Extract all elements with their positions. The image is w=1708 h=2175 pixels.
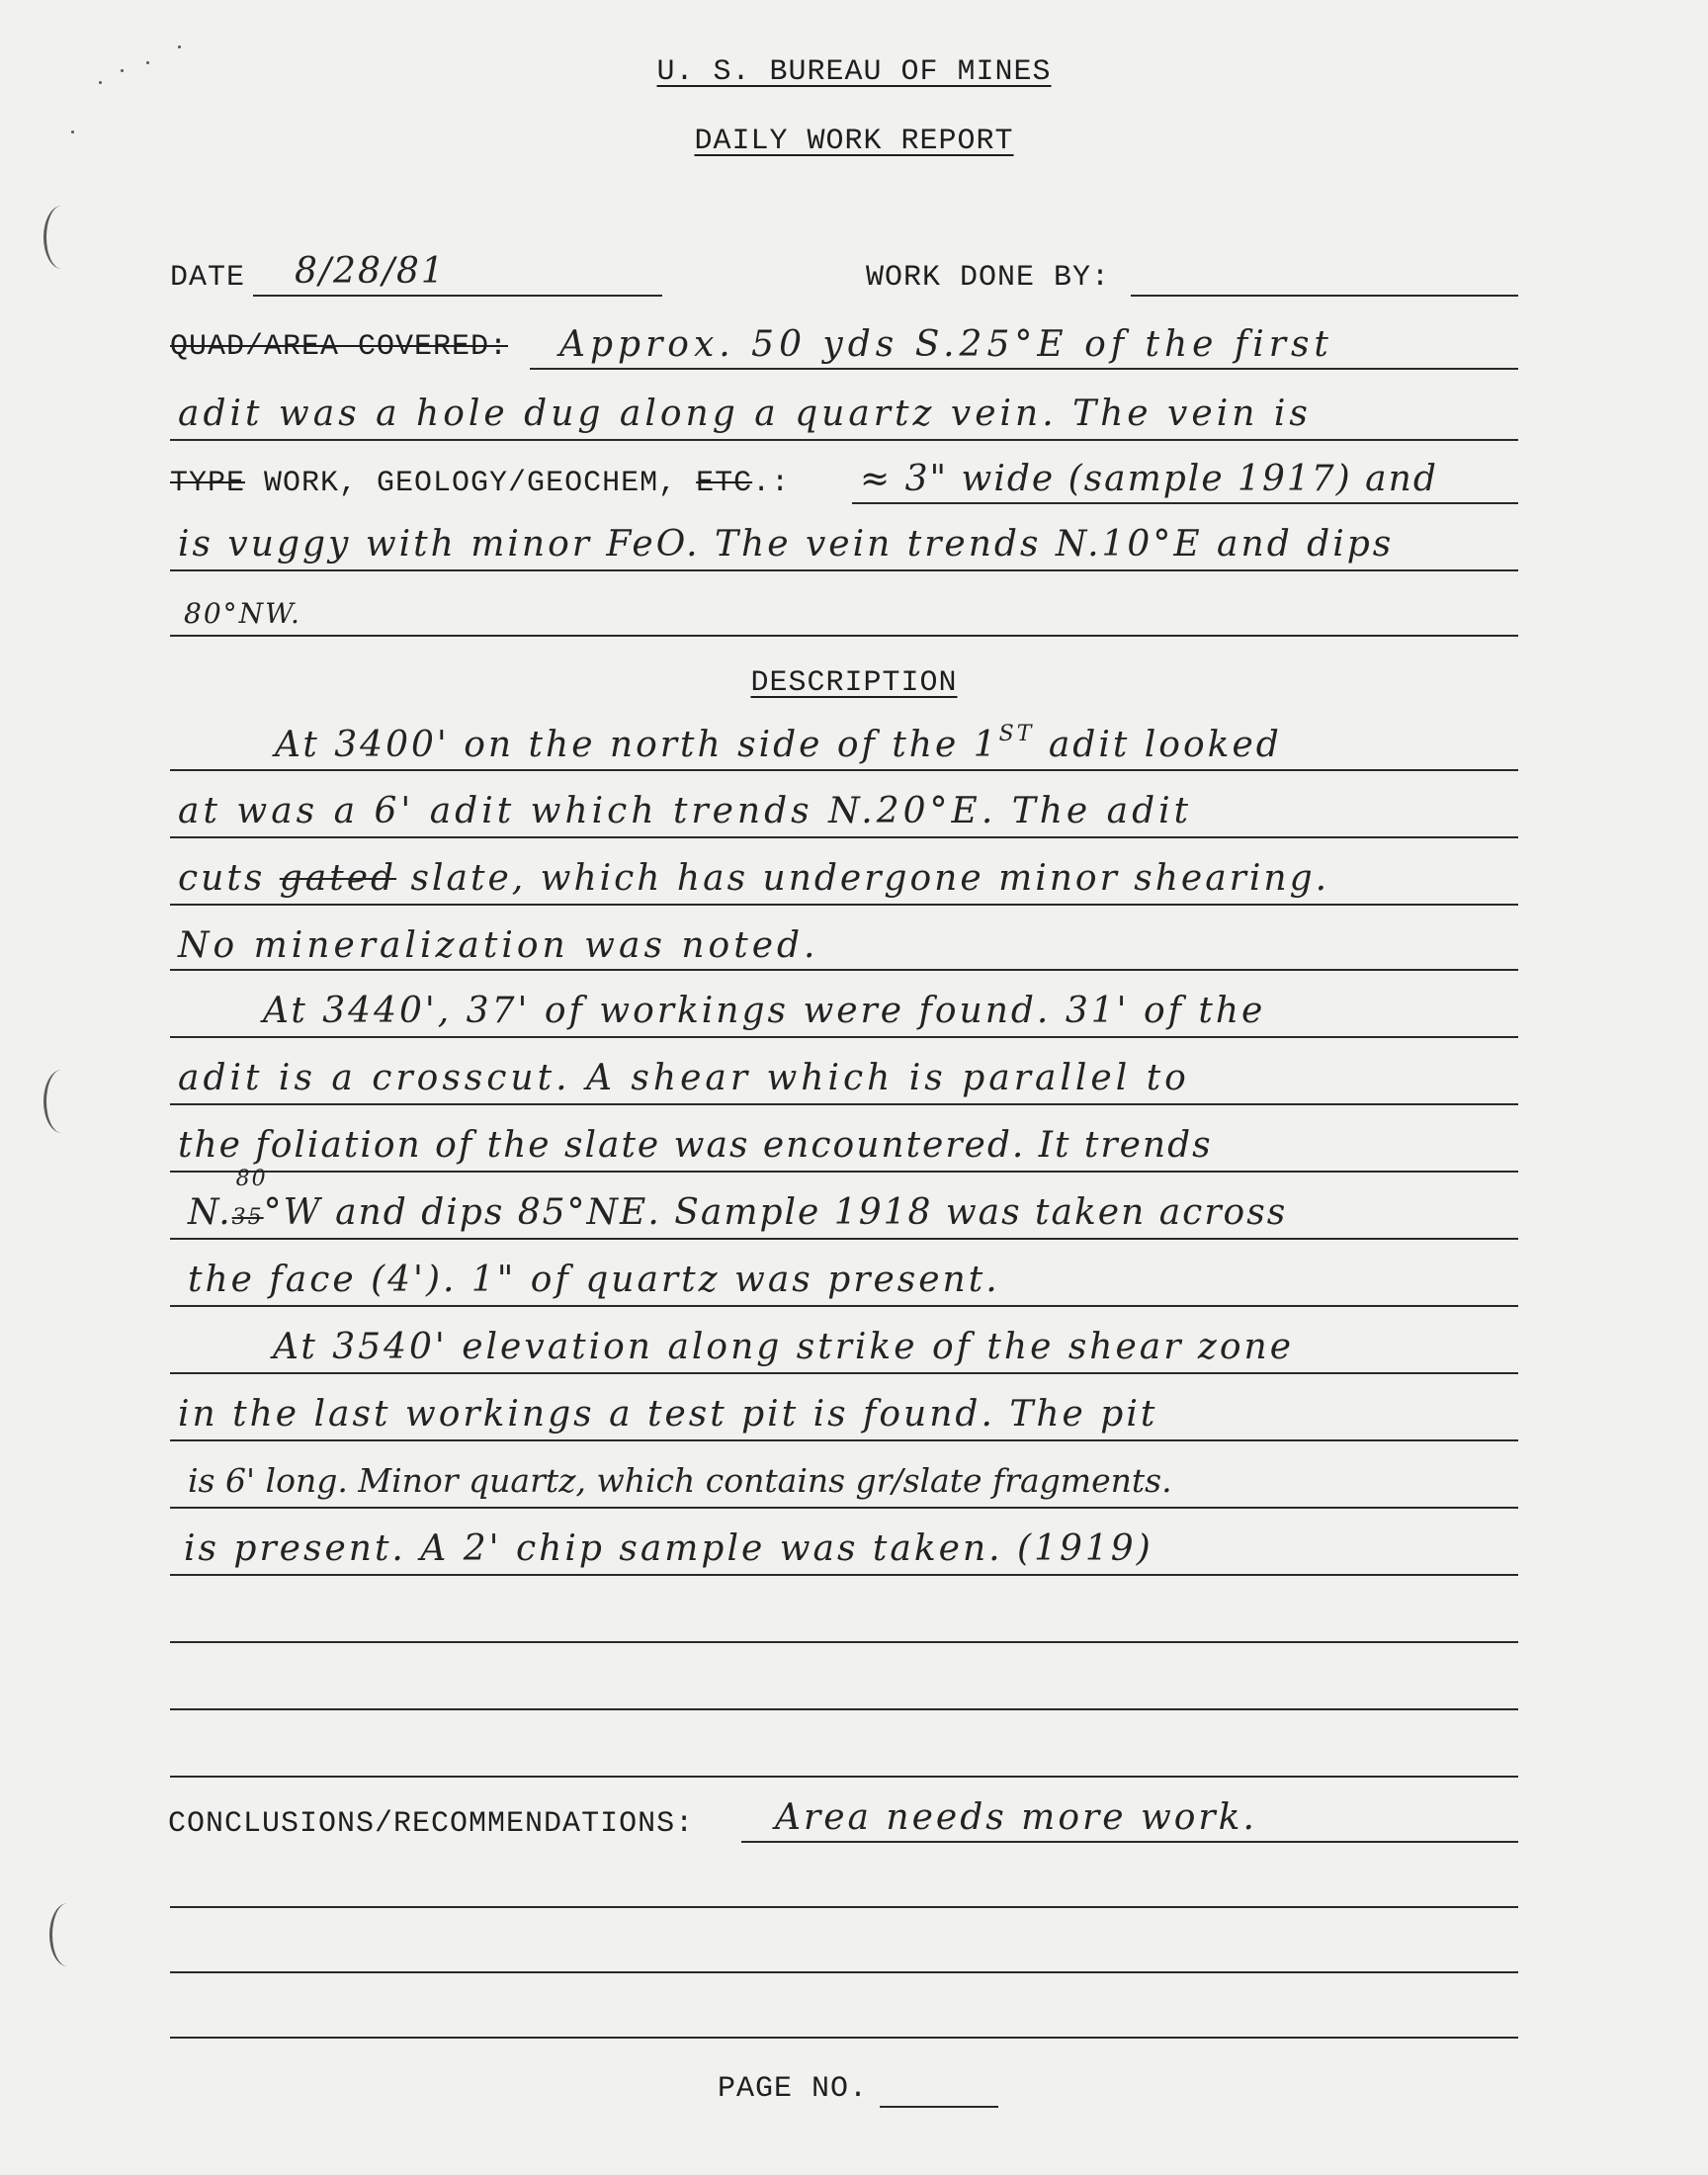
- desc-text-line-3-b: slate, which has undergone minor shearing.: [396, 858, 1330, 899]
- date-label: DATE: [170, 261, 246, 295]
- type-label-end: .:: [752, 467, 791, 500]
- punch-hole-bottom: [49, 1903, 86, 1966]
- desc-line-14: [170, 1641, 1518, 1643]
- quad-text-line-2: adit was a hole dug along a quartz vein. The vein is: [178, 393, 1312, 434]
- conclusions-line-3: [170, 1971, 1518, 1973]
- punch-hole-top: [43, 206, 80, 269]
- desc-line-8: [170, 1238, 1518, 1240]
- page-no-label: PAGE NO.: [718, 2072, 869, 2106]
- quad-area-label: QUAD/AREA COVERED:: [170, 330, 509, 364]
- desc-text-line-13: is present. A 2' chip sample was taken. (1919): [184, 1528, 1153, 1569]
- work-done-by-label: WORK DONE BY:: [866, 261, 1111, 295]
- desc-text-line-7: the foliation of the slate was encountered. It trends: [178, 1125, 1213, 1166]
- punch-hole-middle: [43, 1070, 80, 1133]
- desc-text-line-5: At 3440', 37' of workings were found. 31' of the: [263, 991, 1266, 1031]
- desc-text-line-9: the face (4'). 1" of quartz was present.: [188, 1260, 1000, 1300]
- struck-word: gated: [279, 858, 397, 899]
- quad-text-line-5: 80°NW.: [184, 597, 301, 630]
- desc-line-12: [170, 1507, 1518, 1509]
- desc-line-15: [170, 1708, 1518, 1710]
- quad-line-1: [530, 368, 1518, 370]
- quad-line-5: [170, 635, 1518, 637]
- desc-text-line-10: At 3540' elevation along strike of the shear zone: [273, 1327, 1295, 1367]
- desc-text-line-12: is 6' long. Minor quartz, which contains gr/slate fragments.: [188, 1461, 1172, 1500]
- desc-text-line-8-b: °W and dips 85°NE. Sample 1918 was taken across: [263, 1192, 1288, 1233]
- date-value[interactable]: 8/28/81: [295, 251, 446, 292]
- type-work-label: [170, 467, 790, 500]
- desc-text-line-2: at was a 6' adit which trends N.20°E. The adit: [178, 791, 1193, 831]
- page-no-line: [880, 2106, 998, 2108]
- desc-line-16: [170, 1776, 1518, 1778]
- conclusions-value[interactable]: Area needs more work.: [775, 1797, 1257, 1838]
- desc-text-line-3-a: cuts: [178, 858, 266, 899]
- type-label-struck: TYPE: [170, 467, 246, 500]
- work-done-by-line: [1131, 295, 1518, 297]
- date-line: [253, 295, 662, 297]
- quad-text-line-4: is vuggy with minor FeO. The vein trends N.10°E and dips: [178, 524, 1395, 565]
- correction-above: 80: [235, 1167, 268, 1191]
- type-label-etc: ETC: [696, 467, 753, 500]
- ordinal-suffix: ST: [998, 722, 1035, 746]
- desc-text-line-1-end: adit looked: [1034, 725, 1282, 765]
- conclusions-line-2: [170, 1906, 1518, 1908]
- desc-line-13: [170, 1574, 1518, 1576]
- desc-text-line-11: in the last workings a test pit is found. The pit: [178, 1394, 1158, 1435]
- desc-line-6: [170, 1103, 1518, 1105]
- desc-line-11: [170, 1439, 1518, 1441]
- desc-text-line-8-a: N.: [188, 1192, 232, 1233]
- quad-line-3: [852, 502, 1518, 504]
- desc-text-line-8: [188, 1167, 1288, 1233]
- desc-text-line-3: [178, 858, 1329, 899]
- desc-line-1: [170, 769, 1518, 771]
- desc-line-5: [170, 1036, 1518, 1038]
- struck-number: 35: [231, 1205, 264, 1230]
- description-heading: DESCRIPTION: [750, 666, 958, 700]
- desc-text-line-4: No mineralization was noted.: [178, 925, 819, 966]
- desc-text-line-1-main: At 3400' on the north side of the 1: [275, 725, 999, 765]
- desc-line-10: [170, 1372, 1518, 1374]
- desc-line-9: [170, 1305, 1518, 1307]
- desc-line-4: [170, 969, 1518, 971]
- speck: [178, 45, 181, 48]
- type-label-rest: WORK, GEOLOGY/GEOCHEM,: [245, 467, 678, 500]
- quad-text-line-1: Approx. 50 yds S.25°E of the first: [559, 324, 1333, 365]
- conclusions-line-4: [170, 2037, 1518, 2039]
- desc-line-3: [170, 904, 1518, 906]
- quad-line-4: [170, 569, 1518, 571]
- quad-line-2: [170, 439, 1518, 441]
- desc-line-7: [170, 1171, 1518, 1173]
- quad-text-line-3: ≈ 3" wide (sample 1917) and: [860, 459, 1438, 499]
- conclusions-line-1: [741, 1841, 1518, 1843]
- desc-text-line-1: [275, 722, 1282, 765]
- desc-text-line-6: adit is a crosscut. A shear which is parallel to: [178, 1058, 1190, 1098]
- agency-heading: U. S. BUREAU OF MINES: [656, 55, 1052, 89]
- report-title: DAILY WORK REPORT: [694, 125, 1014, 158]
- desc-line-2: [170, 836, 1518, 838]
- conclusions-label: CONCLUSIONS/RECOMMENDATIONS:: [168, 1807, 695, 1841]
